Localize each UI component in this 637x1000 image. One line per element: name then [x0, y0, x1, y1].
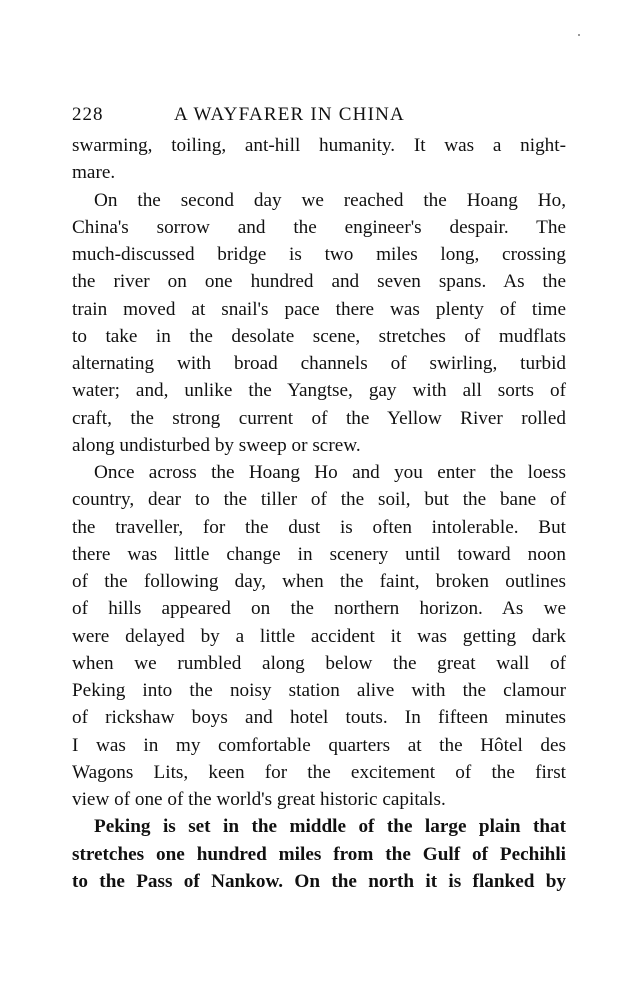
text-line: Peking is set in the middle of the large plain that [94, 816, 566, 838]
text-line: Once across the Hoang Ho and you enter the loess [94, 462, 566, 483]
text-line: to take in the desolate scene, stretches of mudflats [72, 325, 566, 347]
text-line: stretches one hundred miles from the Gulf of Pechihli [72, 843, 566, 865]
text-line: Wagons Lits, keen for the excitement of the first [72, 761, 566, 783]
text-line: much-discussed bridge is two miles long, crossing [72, 244, 566, 265]
text-line: of the following day, when the faint, broken outlines [72, 571, 566, 592]
page-number: 228 [72, 104, 104, 125]
running-head [72, 104, 566, 132]
paragraph-4 [72, 813, 566, 895]
text-line: view of one of the world's great historic capitals. [72, 789, 446, 810]
text-line: the river on one hundred and seven spans. As the [72, 271, 566, 293]
text-line: along undisturbed by sweep or screw. [72, 434, 361, 456]
text-line: China's sorrow and the engineer's despair. The [72, 216, 566, 238]
book-title: A WAYFARER IN CHINA [174, 104, 405, 125]
body-text [72, 132, 566, 895]
text-line: craft, the strong current of the Yellow River rolled [72, 407, 566, 429]
book-page [72, 104, 566, 895]
text-line: were delayed by a little accident it was getting dark [72, 625, 566, 647]
scan-speck [578, 34, 580, 36]
paragraph-2 [72, 187, 566, 460]
text-line: mare. [72, 162, 116, 184]
text-line: Peking into the noisy station alive with the clamour [72, 680, 566, 701]
text-line: to the Pass of Nankow. On the north it is flanked by [72, 870, 566, 892]
text-line: country, dear to the tiller of the soil, but the bane of [72, 489, 566, 511]
text-line: I was in my comfortable quarters at the Hôtel des [72, 734, 566, 756]
text-line: water; and, unlike the Yangtse, gay with all sorts of [72, 380, 566, 402]
text-line: when we rumbled along below the great wall of [72, 652, 566, 674]
paragraph-3 [72, 459, 566, 813]
text-line: of rickshaw boys and hotel touts. In fifteen minutes [72, 707, 566, 729]
text-line: the traveller, for the dust is often intolerable. But [72, 516, 566, 538]
text-line: there was little change in scenery until toward noon [72, 543, 566, 565]
paragraph-1 [72, 132, 566, 187]
text-line: swarming, toiling, ant-hill humanity. It was a night- [72, 135, 566, 156]
text-line: of hills appeared on the northern horizon. As we [72, 598, 566, 620]
text-line: On the second day we reached the Hoang Ho, [94, 189, 566, 211]
text-line: train moved at snail's pace there was plenty of time [72, 298, 566, 320]
text-line: alternating with broad channels of swirling, turbid [72, 353, 566, 374]
